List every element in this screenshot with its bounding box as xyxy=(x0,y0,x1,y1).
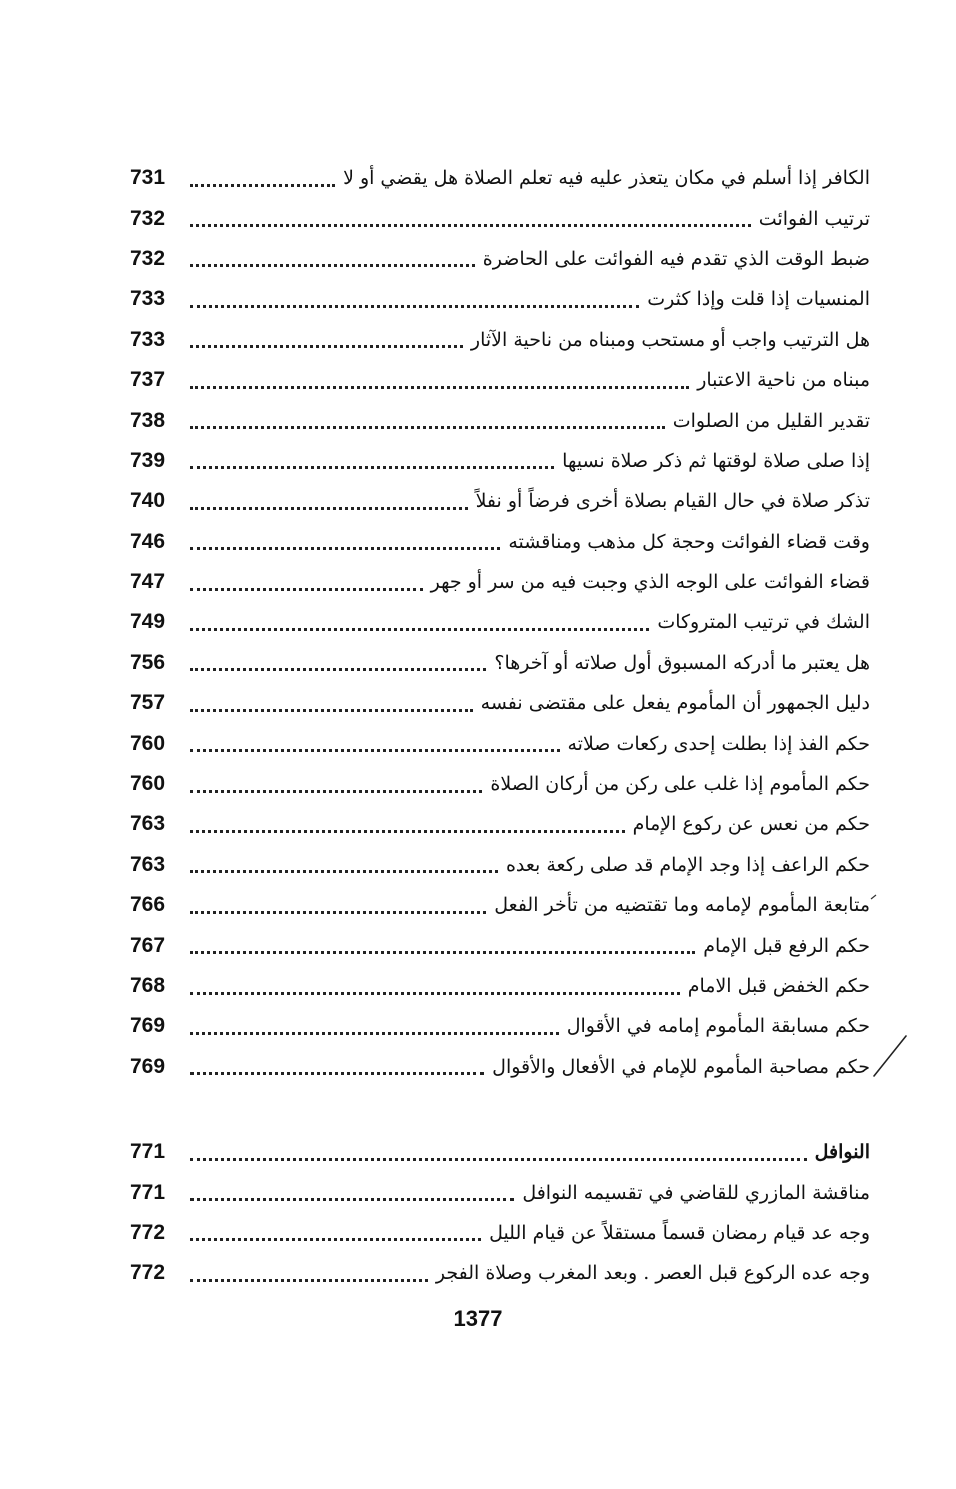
toc-entry-title: متابعة المأموم لإمامه وما تقتضيه من تأخر الفعل xyxy=(494,894,870,917)
dot-leader xyxy=(190,1277,428,1282)
toc-entry xyxy=(130,845,870,885)
dot-leader xyxy=(190,424,665,429)
toc-page-number: 769 xyxy=(130,1054,166,1078)
toc-entry xyxy=(130,158,870,198)
toc-entry xyxy=(130,966,870,1006)
toc-entry xyxy=(130,360,870,400)
dot-leader xyxy=(190,747,560,752)
toc-page-number: 763 xyxy=(130,812,166,836)
section-gap xyxy=(130,1087,870,1132)
toc-page-number: 768 xyxy=(130,974,166,997)
toc-entry xyxy=(130,764,870,804)
toc-entry xyxy=(130,320,870,360)
dot-leader xyxy=(190,666,486,671)
toc-entry-title: قضاء الفوائت على الوجه الذي وجبت فيه من سر أو جهر xyxy=(430,571,870,594)
toc-entry-title: مبناه من ناحية الاعتبار xyxy=(697,369,870,392)
toc-page-number: 772 xyxy=(130,1261,166,1285)
toc-page-number: 756 xyxy=(130,650,166,674)
toc-entry-title: حكم الرفع قبل الإمام xyxy=(703,934,870,957)
margin-pen-mark xyxy=(872,1030,912,1080)
toc-entry-title: حكم مسابقة المأموم إمامه في الأقوال xyxy=(566,1015,870,1038)
toc-page-number: 738 xyxy=(130,408,166,432)
toc-page-number: 732 xyxy=(130,206,166,230)
dot-leader xyxy=(190,626,649,631)
toc-entry-title: تقدير القليل من الصلوات xyxy=(672,409,870,432)
dot-leader xyxy=(190,464,554,469)
dot-leader xyxy=(190,909,486,914)
dot-leader xyxy=(190,828,625,833)
toc-page-number: 766 xyxy=(130,893,166,917)
toc-page-number: 772 xyxy=(130,1220,166,1244)
toc-page-number: 747 xyxy=(130,570,166,594)
dot-leader xyxy=(190,1196,514,1201)
dot-leader xyxy=(190,586,423,591)
toc-page-number: 733 xyxy=(130,327,166,351)
toc-entry-title: هل الترتيب واجب أو مستحب ومبناه من ناحية الآثار xyxy=(470,328,870,351)
toc-entry xyxy=(130,1172,870,1212)
toc-page-number: 739 xyxy=(130,448,166,472)
toc-page-number: 731 xyxy=(130,166,166,190)
dot-leader xyxy=(190,343,463,348)
toc-entry xyxy=(130,804,870,844)
toc-page-number: 767 xyxy=(130,933,166,957)
dot-leader xyxy=(190,949,695,954)
dot-leader xyxy=(190,1030,559,1035)
toc-entry xyxy=(130,683,870,723)
toc-entry-title: حكم مصاحبة المأموم للإمام في الأفعال والأقوال xyxy=(492,1055,870,1078)
toc-entry-title: الكافر إذا أسلم في مكان يتعذر عليه فيه تعلم الصلاة هل يقضي أو لا xyxy=(343,167,870,190)
toc-section-heading xyxy=(130,1132,870,1172)
toc-entry xyxy=(130,723,870,763)
toc-entry-title: وقت قضاء الفوائت وحجة كل مذهب ومناقشته xyxy=(508,530,870,553)
toc-page-number: 760 xyxy=(130,772,166,796)
toc-page-number: 740 xyxy=(130,489,166,513)
dot-leader xyxy=(190,788,482,793)
dot-leader xyxy=(190,182,335,187)
toc-page-number: 746 xyxy=(130,529,166,553)
dot-leader xyxy=(190,384,689,389)
dot-leader xyxy=(190,1070,484,1075)
toc-entry xyxy=(130,885,870,925)
dot-leader xyxy=(190,303,639,308)
dot-leader xyxy=(190,868,498,873)
toc-entry xyxy=(130,441,870,481)
toc-entry xyxy=(130,279,870,319)
toc-entry xyxy=(130,643,870,683)
toc-entry xyxy=(130,522,870,562)
dot-leader xyxy=(190,505,468,510)
toc-entry xyxy=(130,198,870,238)
toc-entry xyxy=(130,925,870,965)
toc-entry-title: ترتيب الفوائت xyxy=(758,207,870,230)
toc-page-number: 757 xyxy=(130,691,166,715)
page-number: 1377 xyxy=(453,1306,503,1331)
toc-page-number: 771 xyxy=(130,1180,166,1204)
toc-entry-title: هل يعتبر ما أدركه المسبوق أول صلاته أو آخرها؟ xyxy=(494,651,870,674)
toc-entry-title: حكم الراعف إذا وجد الإمام قد صلى ركعة بعده xyxy=(505,853,870,876)
dot-leader xyxy=(190,1156,807,1161)
toc-entry xyxy=(130,239,870,279)
toc-page-number: 749 xyxy=(130,610,166,634)
toc-entry-title: وجه عد قيام رمضان قسماً مستقلاً عن قيام الليل xyxy=(489,1221,870,1244)
toc-entry xyxy=(130,1047,870,1087)
dot-leader xyxy=(190,707,473,712)
toc-entry-title: النوافل xyxy=(814,1141,870,1164)
toc-entry-title: حكم الخفض قبل الامام xyxy=(687,975,870,997)
toc-entry-title: تذكر صلاة في حال القيام بصلاة أخرى فرضاً أو نفلاً xyxy=(475,490,870,513)
toc-entry-title: ضبط الوقت الذي تقدم فيه الفوائت على الحاضرة xyxy=(482,247,870,270)
toc-page-number: 733 xyxy=(130,287,166,311)
toc-page-number: 737 xyxy=(130,368,166,392)
toc-entry xyxy=(130,562,870,602)
dot-leader xyxy=(190,545,500,550)
toc-entry-title: دليل الجمهور أن المأموم يفعل على مقتضى نفسه xyxy=(480,692,870,715)
toc-page-number: 763 xyxy=(130,852,166,876)
toc-entry-title: حكم المأموم إذا غلب على ركن من أركان الصلاة xyxy=(490,773,870,796)
toc-entry xyxy=(130,1006,870,1046)
dot-leader xyxy=(190,222,751,227)
toc-entry-title: حكم الفذ إذا بطلت إحدى ركعات صلاته xyxy=(567,732,870,755)
toc-entry-title: إذا صلى صلاة لوقتها ثم ذكر صلاة نسيها xyxy=(562,449,870,472)
toc-page-number: 769 xyxy=(130,1014,166,1038)
margin-tick-mark xyxy=(870,893,878,901)
dot-leader xyxy=(190,1236,481,1241)
dot-leader xyxy=(190,262,475,267)
toc-entry-title: وجه عده الركوع قبل العصر . وبعد المغرب وصلاة الفجر xyxy=(435,1262,870,1285)
toc-entry-title: حكم من نعس عن ركوع الإمام xyxy=(632,813,870,836)
toc-entry xyxy=(130,1253,870,1293)
toc-entry xyxy=(130,481,870,521)
toc-page-number: 732 xyxy=(130,246,166,270)
dot-leader xyxy=(190,990,680,995)
toc-page-number: 760 xyxy=(130,731,166,755)
toc-entry-title: مناقشة المازري للقاضي في تقسيمه النوافل xyxy=(522,1181,870,1204)
toc-entry-title: المنسيات إذا قلت وإذا كثرت xyxy=(647,288,870,311)
toc-entry xyxy=(130,602,870,642)
toc-page-number: 771 xyxy=(130,1140,166,1164)
toc-entry xyxy=(130,400,870,440)
toc-entry-title: الشك في ترتيب المتروكات xyxy=(657,611,870,634)
table-of-contents xyxy=(130,158,870,1294)
toc-entry xyxy=(130,1213,870,1253)
